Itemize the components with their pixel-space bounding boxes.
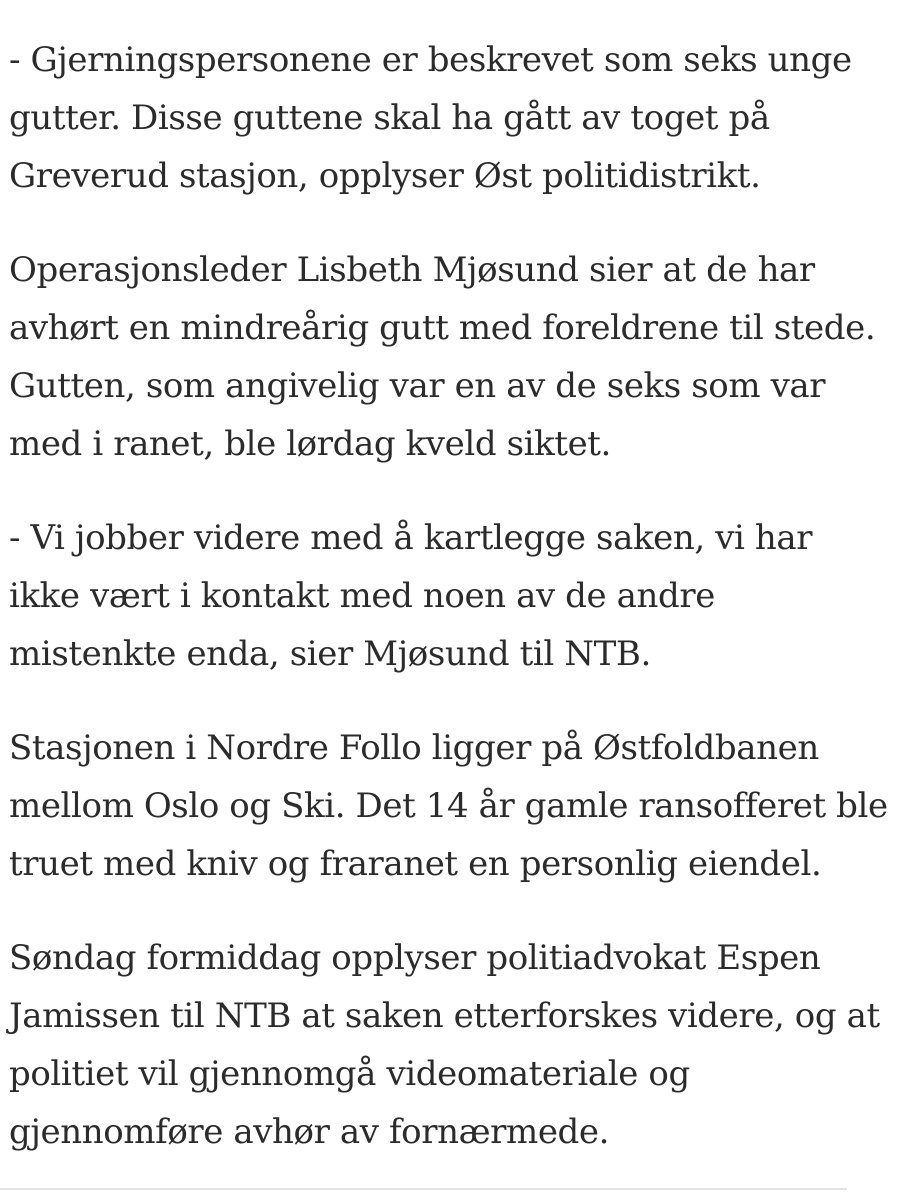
bottom-divider <box>0 1188 847 1190</box>
paragraph-line: mellom Oslo og Ski. Det 14 år gamle ransofferet ble <box>9 786 888 826</box>
paragraph-line: - Gjerningspersonene er beskrevet som seks unge <box>9 40 852 80</box>
paragraph-4 <box>9 719 889 893</box>
paragraph-line: Stasjonen i Nordre Follo ligger på Østfoldbanen <box>9 728 819 768</box>
paragraph-line: Gutten, som angivelig var en av de seks som var <box>9 366 826 406</box>
paragraph-line: Greverud stasjon, opplyser Øst politidistrikt. <box>9 156 761 196</box>
paragraph-line: mistenkte enda, sier Mjøsund til NTB. <box>9 634 651 674</box>
paragraph-line: ikke vært i kontakt med noen av de andre <box>9 576 715 616</box>
paragraph-line: politiet vil gjennomgå videomateriale og <box>9 1054 690 1094</box>
paragraph-1 <box>9 31 889 205</box>
paragraph-line: Operasjonsleder Lisbeth Mjøsund sier at de har <box>9 250 815 290</box>
paragraph-3 <box>9 509 889 683</box>
article-body <box>9 31 889 1197</box>
paragraph-line: gutter. Disse guttene skal ha gått av toget på <box>9 98 770 138</box>
paragraph-line: - Vi jobber videre med å kartlegge saken, vi har <box>9 518 813 558</box>
paragraph-5 <box>9 929 889 1161</box>
paragraph-line: truet med kniv og fraranet en personlig eiendel. <box>9 844 822 884</box>
paragraph-line: Søndag formiddag opplyser politiadvokat Espen <box>9 938 821 978</box>
paragraph-line: Jamissen til NTB at saken etterforskes videre, og at <box>9 996 880 1036</box>
paragraph-line: med i ranet, ble lørdag kveld siktet. <box>9 424 611 464</box>
paragraph-line: avhørt en mindreårig gutt med foreldrene til stede. <box>9 308 876 348</box>
paragraph-line: gjennomføre avhør av fornærmede. <box>9 1112 610 1152</box>
paragraph-2 <box>9 241 889 473</box>
